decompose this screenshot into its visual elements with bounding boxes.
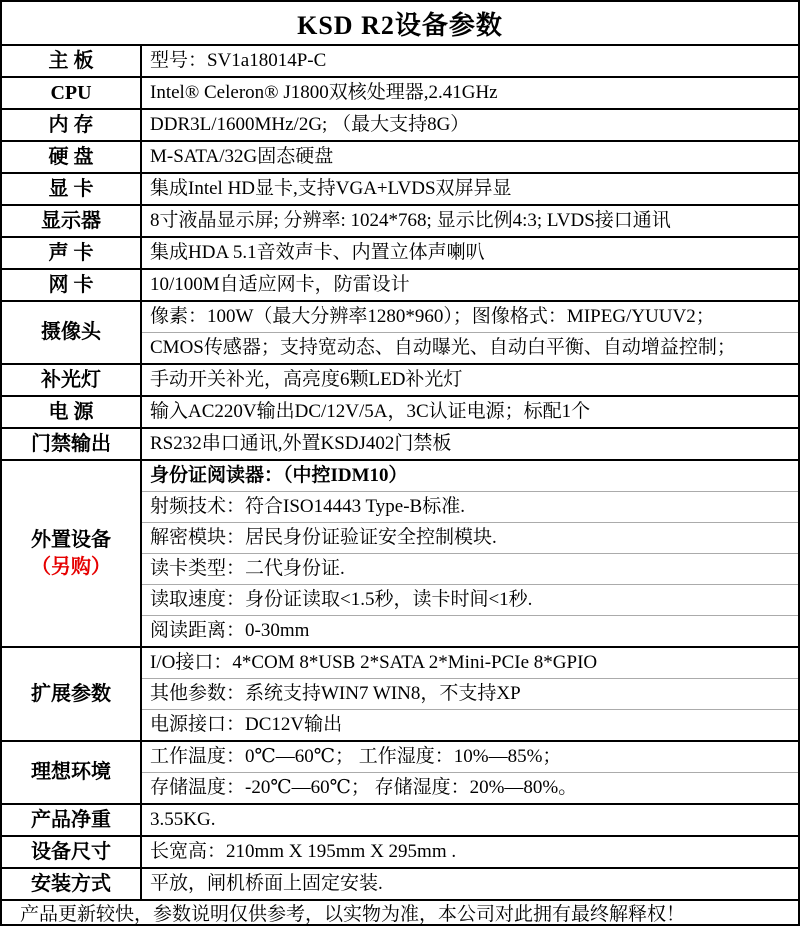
row-label: 扩展参数 [31,682,111,705]
table-row-display [2,204,798,236]
table-row-camera [2,300,798,363]
row-value [140,78,798,108]
spec-value-line: Intel® Celeron® J1800双核处理器,2.41GHz [150,82,498,103]
row-label: 显示器 [41,209,101,232]
table-row-external-device [2,459,798,646]
row-label: 主 板 [48,49,94,72]
spec-value-line: RS232串口通讯,外置KSDJ402门禁板 [150,433,452,454]
spec-value-line: 型号：SV1a18014P-C [150,50,327,71]
row-value [140,869,798,899]
spec-value-line: M-SATA/32G固态硬盘 [150,146,334,167]
row-label: 声 卡 [48,241,94,264]
row-label: 补光灯 [41,368,101,391]
table-row-dimensions [2,835,798,867]
spec-value-line: 读取速度：身份证读取<1.5秒，读卡时间<1秒. [142,584,798,615]
table-row-net-weight [2,803,798,835]
row-label: 电 源 [48,400,94,423]
spec-value-line: 像素：100W（最大分辨率1280*960）；图像格式：MIPEG/YUUV2； [150,306,715,327]
row-label: 摄像头 [41,321,101,343]
table-row-gpu [2,172,798,204]
row-label: 安装方式 [31,872,111,895]
spec-value-line: 集成HDA 5.1音效声卡、内置立体声喇叭 [150,242,485,263]
row-value [140,397,798,427]
row-value [140,174,798,204]
row-label: 网 卡 [48,273,94,296]
row-value [140,238,798,268]
table-row-cpu [2,76,798,108]
spec-value-line: 3.55KG. [150,809,216,830]
spec-value-line: I/O接口：4*COM 8*USB 2*SATA 2*Mini-PCIe 8*GPIO [150,652,598,673]
row-value [140,110,798,140]
spec-value-line: 8寸液晶显示屏; 分辨率: 1024*768; 显示比例4:3; LVDS接口通讯 [150,210,671,231]
page-title: KSD R2设备参数 [297,10,503,40]
row-value [140,429,798,459]
spec-value-line: 平放，闸机桥面上固定安装. [150,873,383,894]
table-row-filllight [2,363,798,395]
row-label: 显 卡 [48,177,94,200]
table-row-disk [2,140,798,172]
table-row-power [2,395,798,427]
row-value [140,742,798,803]
table-row-installation [2,867,798,899]
row-value [140,302,798,363]
table-row-access-output [2,427,798,459]
spec-value-line: 阅读距离：0-30mm [142,615,798,646]
spec-value-line: 集成Intel HD显卡,支持VGA+LVDS双屏异显 [150,178,512,199]
row-label-note-optional: （另购） [31,555,111,578]
spec-value-line: 输入AC220V输出DC/12V/5A，3C认证电源；标配1个 [150,401,591,422]
spec-value-line: 身份证阅读器：（中控IDM10） [150,465,408,486]
row-value [140,206,798,236]
row-value [140,142,798,172]
row-label: CPU [50,81,92,104]
spec-value-line: DDR3L/1600MHz/2G; （最大支持8G） [150,114,470,135]
row-value [140,46,798,76]
spec-value-line: 工作温度：0℃—60℃； 工作湿度：10%—85%； [150,746,562,767]
table-row-expansion [2,646,798,740]
row-label: 产品净重 [31,808,111,831]
table-row-mainboard [2,44,798,76]
table-row-audio [2,236,798,268]
row-value [140,365,798,395]
row-label: 硬 盘 [48,145,94,168]
spec-value-line: 射频技术：符合ISO14443 Type-B标准. [142,491,798,522]
spec-value-line: 读卡类型：二代身份证. [142,553,798,584]
row-value [140,270,798,300]
row-value [140,805,798,835]
spec-value-line: 解密模块：居民身份证验证安全控制模块. [142,522,798,553]
spec-value-line: 其他参数：系统支持WIN7 WIN8，不支持XP [142,678,798,709]
row-label: 设备尺寸 [31,840,111,863]
table-row-environment [2,740,798,803]
table-row-network [2,268,798,300]
row-label: 门禁输出 [31,432,111,455]
spec-value-line: 长宽高：210mm X 195mm X 295mm . [150,841,457,862]
row-label [2,461,140,646]
row-value [140,648,798,740]
disclaimer-text: 产品更新较快，参数说明仅供参考，以实物为准，本公司对此拥有最终解释权！ [2,899,798,924]
spec-value-line: CMOS传感器；支持宽动态、自动曝光、自动白平衡、自动增益控制； [142,332,798,363]
spec-value-line: 存储温度：-20℃—60℃； 存储湿度：20%—80%。 [142,772,798,803]
row-label-main: 外置设备 [31,528,111,551]
table-row-memory [2,108,798,140]
spec-value-line: 电源接口：DC12V输出 [142,709,798,740]
row-label: 理想环境 [31,761,111,783]
row-label: 内 存 [48,113,94,136]
row-value [140,461,798,646]
spec-value-line: 手动开关补光，高亮度6颗LED补光灯 [150,369,463,390]
spec-value-line: 10/100M自适应网卡，防雷设计 [150,274,410,295]
row-value [140,837,798,867]
